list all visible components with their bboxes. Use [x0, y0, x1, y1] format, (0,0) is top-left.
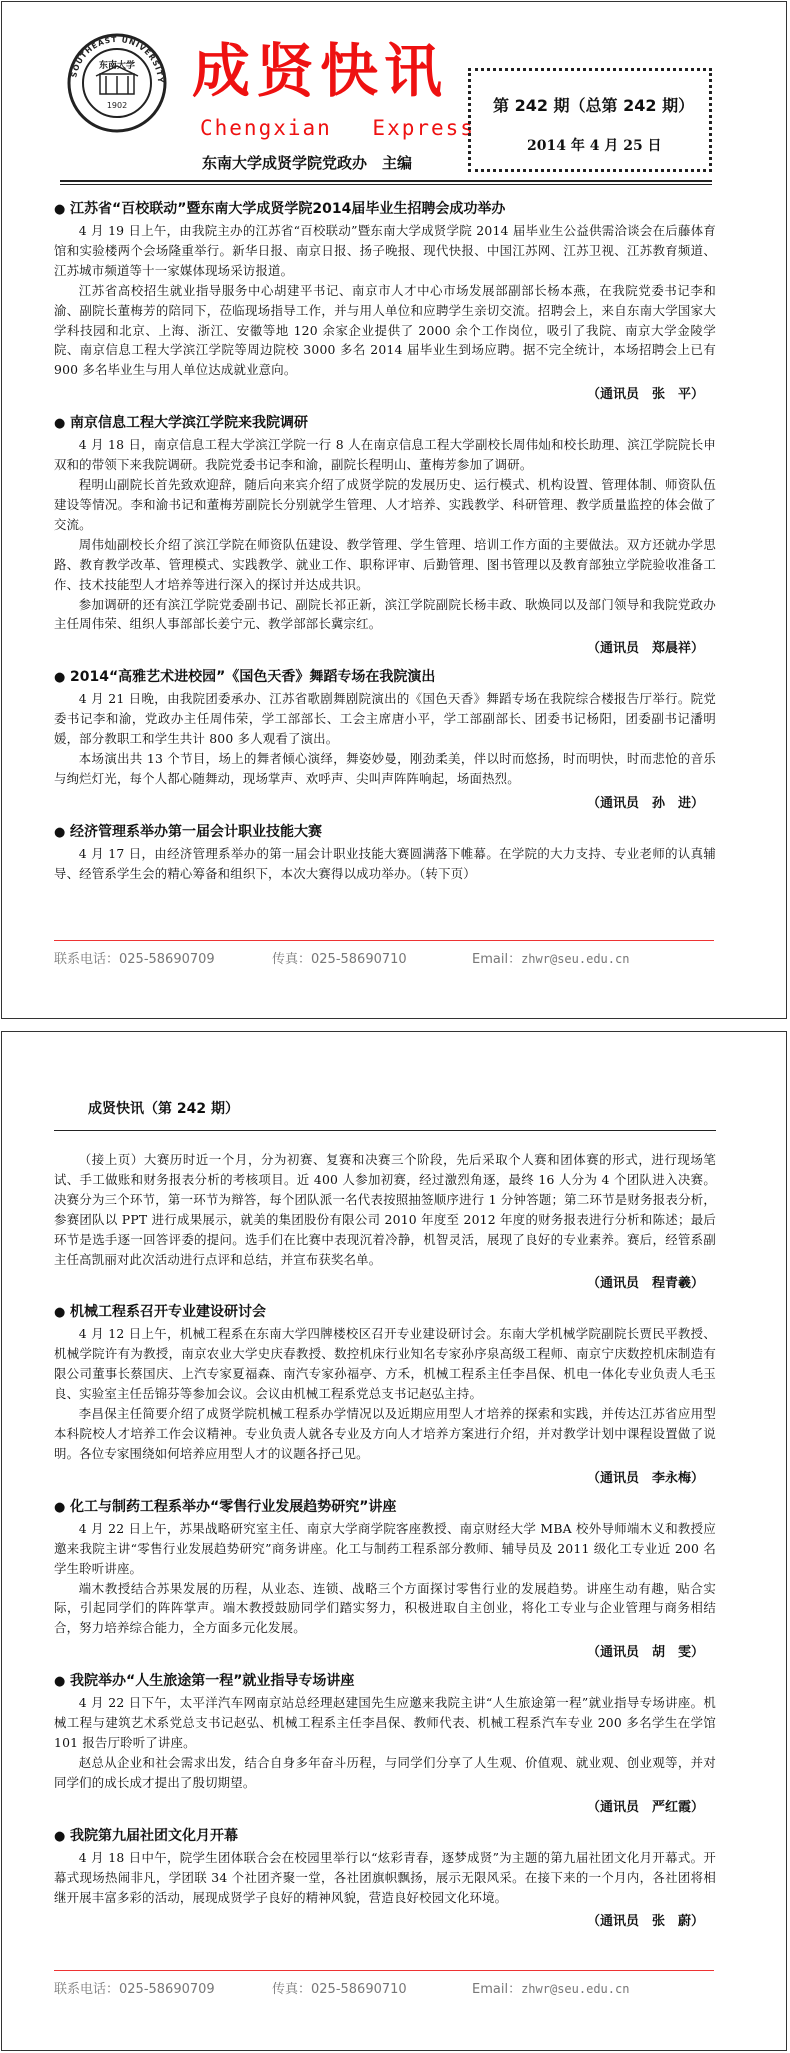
bullet-icon: ●: [54, 1674, 66, 1690]
article: [54, 821, 716, 884]
page-gap: [0, 1020, 790, 1030]
article-paragraph: 4 月 22 日上午，苏果战略研究室主任、南京大学商学院客座教授、南京财经大学 MBA 校外导师端木义和教授应邀来我院主讲“零售行业发展趋势研究”商务讲座。化工与制药工程系部分教师、辅导员及 2011 级化工专业近 200 名学生聆听讲座。: [54, 1520, 716, 1576]
article: [54, 412, 716, 660]
page2-articles: [54, 1150, 716, 1939]
header-divider: [54, 1130, 716, 1131]
article-paragraph: 4 月 18 日中午，院学生团体联合会在校园里举行以“炫彩青春，逐梦成贤”为主题的第九届社团文化月开幕式。开幕式现场热闹非凡，学团联 34 个社团齐聚一堂，各社团旗帜飘扬，展示无限风采。在接下来的一个月内，各社团将相继开展丰富多彩的活动，展现成贤学子良好的精神风貌，营造良好校园文化环境。: [54, 1849, 716, 1905]
article-paragraph: 4 月 22 日下午，太平洋汽车网南京站总经理赵建国先生应邀来我院主讲“人生旅途第一程”就业指导专场讲座。机械工程与建筑艺术系党总支书记赵弘、机械工程系主任李昌保、教师代表、机械工程系汽车专业 200 多名学生在学馆 101 报告厅聆听了讲座。: [54, 1695, 716, 1751]
article-paragraph: 李昌保主任简要介绍了成贤学院机械工程系办学情况以及近期应用型人才培养的探索和实践，并传达江苏省应用型本科院校人才培养工作会议精神。专业负责人就各专业及方向人才培养方案进行介绍，并对教学计划中课程设置做了说明。各位专家围绕如何培养应用型人才的议题各抒己见。: [54, 1406, 716, 1461]
article-byline: （通讯员 严红霞）: [586, 1799, 704, 1815]
footer-fax: 传真：025-58690710: [272, 1982, 407, 1997]
university-seal-logo: [66, 32, 168, 134]
page1-articles: [54, 198, 716, 890]
bullet-icon: ●: [54, 202, 66, 217]
article-paragraph: 赵总从企业和社会需求出发，结合自身多年奋斗历程，与同学们分享了人生观、价值观、就业观、创业观等，并对同学们的成长成才提出了殷切期望。: [54, 1754, 716, 1790]
article-paragraph: 本场演出共 13 个节目，场上的舞者倾心演绎，舞姿妙曼，刚劲柔美，伴以时而悠扬，时而明快，时而悲怆的音乐与绚烂灯光，每个人都心随舞动，现场掌声、欢呼声、尖叫声阵阵响起，场面热烈。: [54, 751, 716, 786]
article: [54, 1301, 716, 1489]
footer-fax: 传真：025-58690710: [272, 952, 407, 967]
article-paragraph: 江苏省高校招生就业指导服务中心胡建平书记、南京市人才中心市场发展部副部长杨本燕，在我院党委书记李和渝、副院长董梅芳的陪同下，莅临现场指导工作，并与用人单位和应聘学生亲切交流。招聘会上，来自东南大学国家大学科技园和北京、上海、浙江、安徽等地 120 余家企业提供了 2000 余个工作岗位，吸引了我院、南京大学金陵学院、南京信息工程大学滨江学院等周边院校 3000 多名 2014 届毕业生到场应聘。据不完全统计，本场招聘会上已有 900 多名毕业生与用人单位达成就业意向。: [54, 282, 716, 378]
publisher-line: 东南大学成贤学院党政办 主编: [202, 154, 413, 172]
article-title: 我院举办“人生旅途第一程”就业指导专场讲座: [70, 1673, 355, 1690]
article: [54, 1670, 716, 1819]
bullet-icon: ●: [54, 1305, 66, 1321]
article-paragraph: 程明山副院长首先致欢迎辞，随后向来宾介绍了成贤学院的发展历史、运行模式、机构设置、管理体制、师资队伍建设等情况。李和渝书记和董梅芳副院长分别就学生管理、人才培养、实践教学、科研管理、教学质量监控的体会做了交流。: [54, 477, 716, 532]
newsletter-title-cn: 成贤快讯: [192, 37, 449, 105]
article-byline: （通讯员 胡 雯）: [586, 1645, 704, 1661]
masthead-divider: [60, 180, 712, 182]
masthead-divider-thin: [60, 184, 712, 185]
footer-email: zhwr@seu.edu.cn: [521, 952, 630, 966]
issue-number: 第 242 期（总第 242 期）: [493, 96, 695, 115]
article-paragraph: 参加调研的还有滨江学院党委副书记、副院长祁正新，滨江学院副院长杨丰政、耿焕同以及部门领导和我院党政办主任周伟荣、组织人事部部长姜宁元、教学部部长冀宗红。: [54, 596, 716, 632]
article: [54, 1825, 716, 1934]
article-paragraph: 4 月 12 日上午，机械工程系在东南大学四牌楼校区召开专业建设研讨会。东南大学机械学院副院长贾民平教授、机械学院许有为教授，南京农业大学史庆春教授、数控机床行业知名专家孙序泉高级工程师、南京宁庆数控机床制造有限公司董事长蔡国庆、上汽专家夏福森、南汽专家孙福亭、方禾，机械工程系主任李昌保、机电一体化专业负责人毛玉良、实验室主任岳锦芬等参加会议。会议由机械工程系党总支书记赵弘主持。: [54, 1326, 716, 1402]
issue-date: 2014 年 4 月 25 日: [527, 138, 662, 154]
article-paragraph: 4 月 17 日，由经济管理系举办的第一届会计职业技能大赛圆满落下帷幕。在学院的大力支持、专业老师的认真辅导、经管系学生会的精心筹备和组织下，本次大赛得以成功举办。（转下页）: [54, 845, 716, 881]
article-title: 化工与制药工程系举办“零售行业发展趋势研究”讲座: [70, 1498, 397, 1515]
seal-year: 1902: [106, 101, 128, 110]
article-byline: （通讯员 程青羲）: [586, 1276, 704, 1292]
footer-email-label: Email：: [472, 1982, 522, 1997]
article: [54, 198, 716, 406]
article-paragraph: （接上页）大赛历时近一个月，分为初赛、复赛和决赛三个阶段，先后采取个人赛和团体赛的形式，进行现场笔试、手工做账和财务报表分析的考核项目。近 400 人参加初赛，经过激烈角逐，最终 16 人分为 4 个团队进入决赛。决赛分为三个环节，第一环节为辩答，每个团队派一名代表按照抽签顺序进行 1 分钟答题；第二环节是财务报表分析，参赛团队以 PPT 进行成果展示，就美的集团股份有限公司 2010 年度至 2012 年度的财务报表进行分析和陈述；最后环节是选手逐一回答评委的提问。选手们在比赛中表现沉着冷静，机智灵活，展现了良好的专业素养。赛后，经管系副主任高凯丽对此次活动进行点评和总结，并宣布获奖名单。: [54, 1152, 716, 1267]
footer-phone: 联系电话：025-58690709: [54, 952, 215, 967]
article-byline: （通讯员 张 平）: [586, 387, 704, 403]
article-paragraph: 周伟灿副校长介绍了滨江学院在师资队伍建设、教学管理、学生管理、培训工作方面的主要做法。双方还就办学思路、教育教学改革、管理模式、实践教学、就业工作、职称评审、后勤管理、图书管理以及教育部独立学院验收准备工作、技术技能型人才培养等进行深入的探讨并达成共识。: [54, 536, 716, 592]
footer-email-label: Email：: [472, 952, 522, 967]
article-title: 2014“高雅艺术进校园”《国色天香》舞蹈专场在我院演出: [70, 669, 436, 686]
seal-cn-text: 东南大学: [98, 61, 136, 71]
issue-info-box: [468, 68, 712, 172]
article-paragraph: 端木教授结合苏果发展的历程，从业态、连锁、战略三个方面探讨零售行业的发展趋势。讲座生动有趣，贴合实际，引起同学们的阵阵掌声。端木教授鼓励同学们踏实努力，积极进取自主创业，将化工专业与企业管理与商务相结合，努力培养综合能力，全方面多元化发展。: [54, 1580, 716, 1636]
article: [54, 666, 716, 815]
bullet-icon: ●: [54, 1828, 66, 1844]
newsletter-title-en: Chengxian Express: [200, 116, 475, 140]
footer-divider: [54, 940, 714, 941]
article-paragraph: 4 月 19 日上午，由我院主办的江苏省“百校联动”暨东南大学成贤学院 2014 届毕业生公益供需洽谈会在后藤体育馆和实验楼两个会场隆重举行。新华日报、南京日报、扬子晚报、现代快报、中国江苏网、江苏卫视、江苏教育频道、江苏城市频道等十一家媒体现场采访报道。: [54, 223, 716, 278]
footer-phone: 联系电话：025-58690709: [54, 1982, 215, 1997]
footer-divider: [54, 1970, 714, 1971]
article-byline: （通讯员 孙 进）: [586, 795, 704, 811]
article-title: 南京信息工程大学滨江学院来我院调研: [70, 415, 308, 432]
article: [54, 1496, 716, 1664]
newsletter-page-1: [1, 1, 787, 1019]
article-title: 机械工程系召开专业建设研讨会: [70, 1304, 266, 1321]
article-byline: （通讯员 李永梅）: [586, 1470, 704, 1486]
newsletter-page-2: [1, 1031, 787, 2051]
article-byline: （通讯员 张 蔚）: [586, 1914, 704, 1930]
article-title: 江苏省“百校联动”暨东南大学成贤学院2014届毕业生招聘会成功举办: [70, 201, 506, 217]
article-continuation: [54, 1150, 716, 1295]
article-paragraph: 4 月 18 日，南京信息工程大学滨江学院一行 8 人在南京信息工程大学副校长周伟灿和校长助理、滨江学院院长申双和的带领下来我院调研。我院党委书记李和渝，副院长程明山、董梅芳参加了调研。: [54, 437, 716, 473]
article-title: 经济管理系举办第一届会计职业技能大赛: [70, 823, 322, 840]
article-byline: （通讯员 郑晨祥）: [586, 641, 704, 657]
article-title: 我院第九届社团文化月开幕: [70, 1827, 238, 1844]
bullet-icon: ●: [54, 670, 66, 686]
footer-email: zhwr@seu.edu.cn: [521, 1982, 630, 1996]
running-header: 成贤快讯（第 242 期）: [88, 1101, 239, 1117]
bullet-icon: ●: [54, 824, 66, 840]
seal-graphic: [66, 32, 168, 134]
bullet-icon: ●: [54, 416, 66, 432]
bullet-icon: ●: [54, 1499, 66, 1515]
seal-ring-text: SOUTHEAST UNIVERSITY: [69, 34, 166, 84]
article-paragraph: 4 月 21 日晚，由我院团委承办、江苏省歌剧舞剧院演出的《国色天香》舞蹈专场在我院综合楼报告厅举行。院党委书记李和渝，党政办主任周伟荣，学工部部长、工会主席唐小平，学工部副部长、团委书记杨阳，团委副书记潘明媛，部分教职工和学生共计 800 多人观看了演出。: [54, 691, 716, 747]
